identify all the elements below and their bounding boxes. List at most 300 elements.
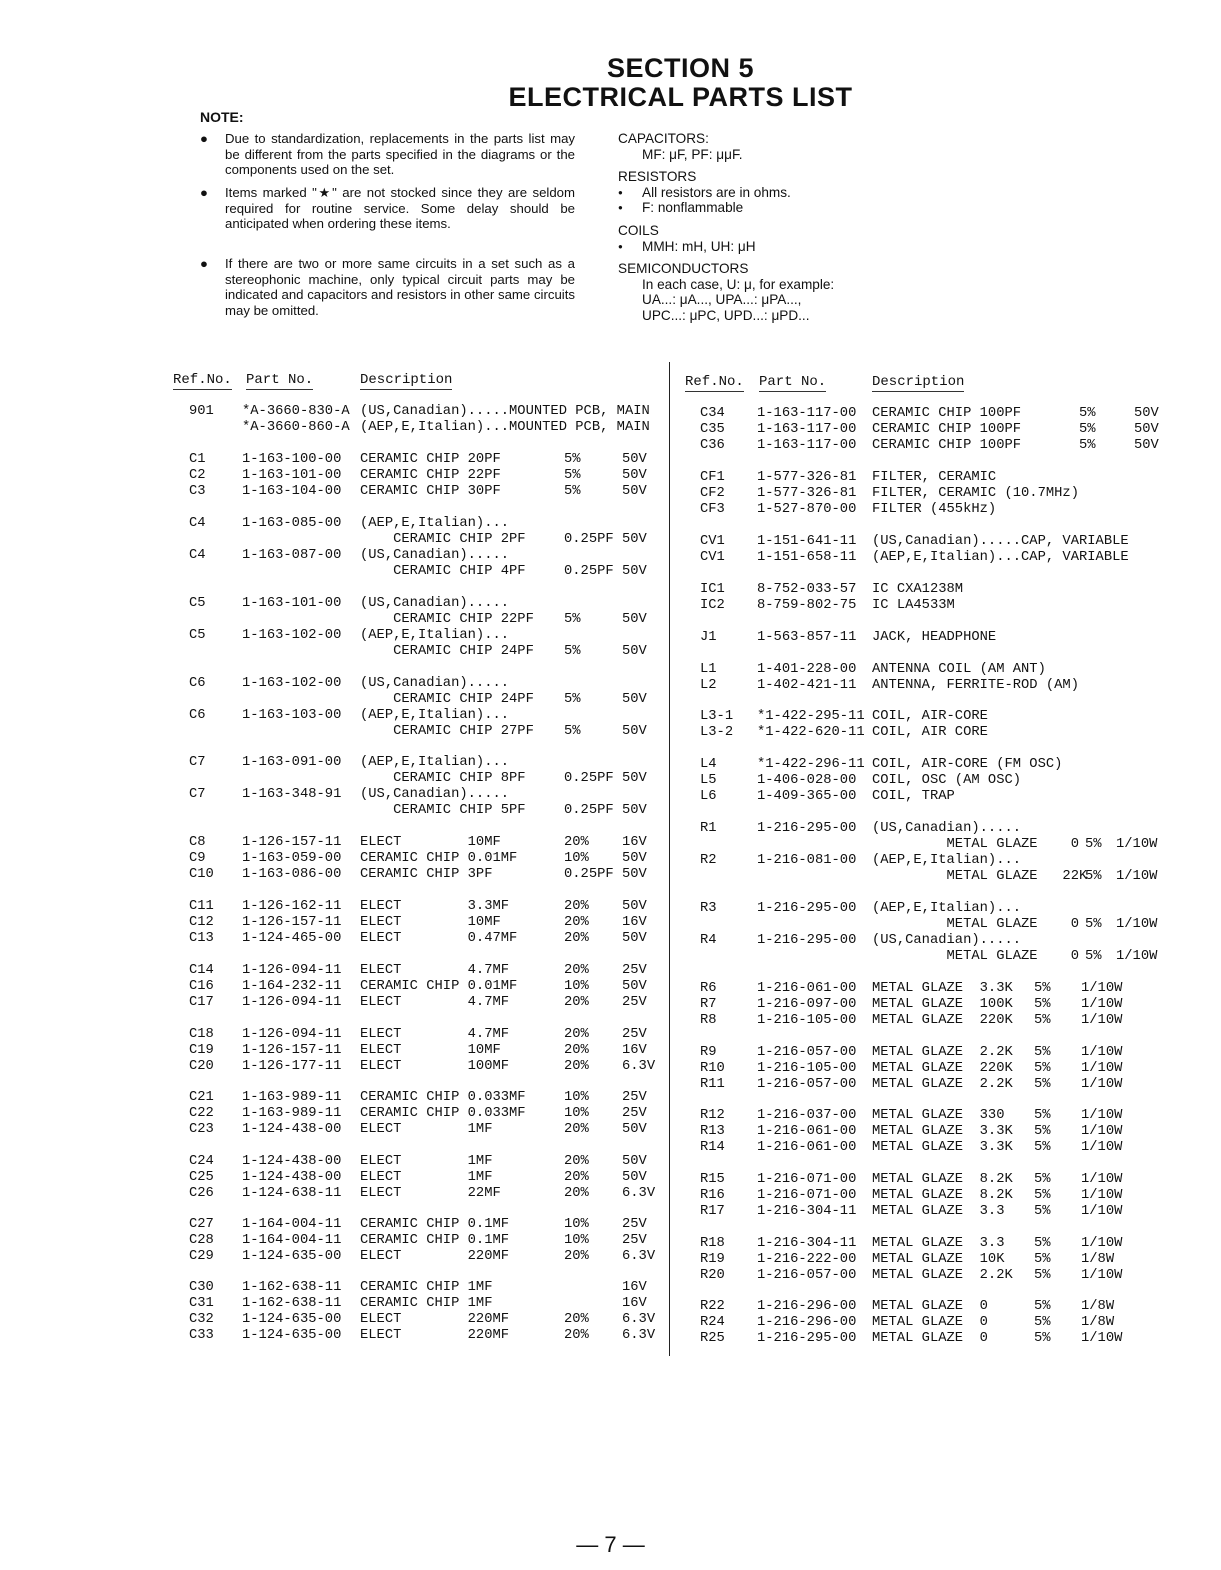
- part-no-cell: 1-216-081-00: [757, 853, 857, 868]
- ref-no-cell: C36: [700, 438, 725, 453]
- rating-cell: 6.3V: [622, 1249, 656, 1264]
- tolerance-cell: 5%: [564, 692, 581, 707]
- tolerance-cell: 20%: [564, 1027, 589, 1042]
- description-cell: ELECT 220MF: [360, 1249, 510, 1264]
- ref-no-cell: R15: [700, 1172, 725, 1187]
- legend-block: [618, 124, 834, 324]
- part-no-cell: 1-216-295-00: [757, 933, 857, 948]
- tolerance-cell: 10%: [564, 979, 589, 994]
- description-cell: (US,Canadian).....: [360, 676, 510, 691]
- rating-cell: 50V: [622, 1154, 647, 1169]
- description-cell: FILTER (455kHz): [872, 502, 997, 517]
- rating-cell: 50V: [622, 452, 647, 467]
- rating-cell: 50V: [622, 612, 647, 627]
- description-cell: FILTER, CERAMIC: [872, 470, 997, 485]
- ref-no-cell: R7: [700, 997, 717, 1012]
- part-no-cell: 1-163-087-00: [242, 548, 342, 563]
- part-no-cell: 1-162-638-11: [242, 1296, 342, 1311]
- rating-cell: 50V: [622, 851, 647, 866]
- description-cell: COIL, AIR-CORE: [872, 709, 988, 724]
- ref-no-cell: R9: [700, 1045, 717, 1060]
- tolerance-cell: 10%: [564, 1217, 589, 1232]
- bullet-dot-icon: ●: [200, 185, 208, 200]
- note-bullet: [200, 256, 575, 318]
- rating-cell: 25V: [622, 963, 647, 978]
- part-no-cell: 1-216-057-00: [757, 1268, 857, 1283]
- tolerance-cell: 5%: [1034, 981, 1051, 996]
- column-divider: [669, 362, 670, 1356]
- ref-no-cell: R17: [700, 1204, 725, 1219]
- ref-no-cell: C34: [700, 406, 725, 421]
- description-cell: METAL GLAZE 220K: [872, 1013, 1013, 1028]
- part-no-cell: 1-163-086-00: [242, 867, 342, 882]
- part-no-cell: 1-216-296-00: [757, 1299, 857, 1314]
- description-cell: (AEP,E,Italian)...: [872, 901, 1022, 916]
- part-no-cell: 1-401-228-00: [757, 662, 857, 677]
- part-no-cell: 1-163-348-91: [242, 787, 342, 802]
- ref-no-cell: R12: [700, 1108, 725, 1123]
- ref-no-cell: C17: [189, 995, 214, 1010]
- part-no-cell: 1-216-295-00: [757, 821, 857, 836]
- part-no-cell: 1-164-004-11: [242, 1217, 342, 1232]
- part-no-cell: 1-124-438-00: [242, 1154, 342, 1169]
- description-cell: METAL GLAZE 3.3: [872, 1236, 1005, 1251]
- semiconductors-line: UPC...: μPC, UPD...: μPD...: [642, 307, 810, 323]
- part-no-cell: 1-216-037-00: [757, 1108, 857, 1123]
- tolerance-cell: 5%: [1034, 1188, 1051, 1203]
- ref-no-cell: R8: [700, 1013, 717, 1028]
- part-no-cell: 1-162-638-11: [242, 1280, 342, 1295]
- rating-cell: 50V: [1134, 406, 1159, 421]
- ref-no-cell: C31: [189, 1296, 214, 1311]
- description-header: Description: [872, 374, 965, 390]
- rating-cell: 50V: [622, 979, 647, 994]
- part-no-cell: 1-124-438-00: [242, 1122, 342, 1137]
- note-text: Due to standardization, replacements in the parts list may be different from the parts specified in the diagrams or the components used on the set.: [225, 131, 575, 177]
- ref-no-cell: C25: [189, 1170, 214, 1185]
- part-no-cell: 1-124-638-11: [242, 1186, 342, 1201]
- part-no-cell: *1-422-296-11: [757, 757, 865, 772]
- description-cell: METAL GLAZE 2.2K: [872, 1077, 1013, 1092]
- description-cell: CERAMIC CHIP 3PF: [360, 867, 493, 882]
- tolerance-cell: 5%: [564, 724, 581, 739]
- description-cell: JACK, HEADPHONE: [872, 630, 997, 645]
- tolerance-cell: 5%: [1079, 438, 1096, 453]
- rating-cell: 1/10W: [1081, 1013, 1123, 1028]
- description-cell: METAL GLAZE 0: [872, 1315, 988, 1330]
- description-cell: METAL GLAZE 0: [872, 837, 1079, 852]
- ref-no-cell: C2: [189, 468, 206, 483]
- part-no-cell: 1-163-101-00: [242, 596, 342, 611]
- description-cell: CERAMIC CHIP 24PF: [360, 692, 534, 707]
- description-cell: ELECT 10MF: [360, 835, 501, 850]
- rating-cell: 1/10W: [1081, 1331, 1123, 1346]
- description-cell: CERAMIC CHIP 0.01MF: [360, 979, 518, 994]
- part-no-cell: 1-216-097-00: [757, 997, 857, 1012]
- ref-no-cell: C30: [189, 1280, 214, 1295]
- part-no-cell: 1-163-117-00: [757, 422, 857, 437]
- rating-cell: 1/10W: [1116, 917, 1158, 932]
- tolerance-cell: 20%: [564, 1312, 589, 1327]
- ref-no-cell: C8: [189, 835, 206, 850]
- part-no-cell: 1-216-061-00: [757, 981, 857, 996]
- rating-cell: 1/10W: [1081, 1268, 1123, 1283]
- rating-cell: 50V: [622, 931, 647, 946]
- description-cell: (AEP,E,Italian)...: [360, 516, 510, 531]
- page-title: ELECTRICAL PARTS LIST: [508, 82, 853, 112]
- rating-cell: 25V: [622, 1090, 647, 1105]
- rating-cell: 50V: [622, 899, 647, 914]
- rating-cell: 25V: [622, 1106, 647, 1121]
- description-cell: ELECT 10MF: [360, 1043, 501, 1058]
- ref-no-cell: C4: [189, 516, 206, 531]
- ref-no-cell: IC1: [700, 582, 725, 597]
- rating-cell: 1/10W: [1081, 1061, 1123, 1076]
- tolerance-cell: 5%: [1034, 1236, 1051, 1251]
- rating-cell: 1/10W: [1116, 869, 1158, 884]
- part-no-cell: 1-216-061-00: [757, 1124, 857, 1139]
- part-no-header: Part No.: [246, 372, 314, 388]
- rating-cell: 50V: [622, 532, 647, 547]
- ref-no-cell: CF3: [700, 502, 725, 517]
- rating-cell: 1/8W: [1081, 1315, 1115, 1330]
- page-number: — 7 —: [576, 1532, 645, 1557]
- note-label: NOTE:: [200, 109, 244, 125]
- description-cell: COIL, AIR-CORE (FM OSC): [872, 757, 1063, 772]
- ref-no-cell: C7: [189, 755, 206, 770]
- part-no-cell: 1-124-465-00: [242, 931, 342, 946]
- description-cell: ELECT 1MF: [360, 1154, 493, 1169]
- ref-no-cell: C21: [189, 1090, 214, 1105]
- tolerance-cell: 5%: [1034, 1077, 1051, 1092]
- part-no-cell: 1-216-105-00: [757, 1013, 857, 1028]
- part-no-cell: 1-216-057-00: [757, 1045, 857, 1060]
- rating-cell: 1/10W: [1081, 1108, 1123, 1123]
- coils-heading: COILS: [618, 222, 659, 238]
- description-cell: ELECT 4.7MF: [360, 963, 510, 978]
- tolerance-cell: 20%: [564, 899, 589, 914]
- rating-cell: 1/10W: [1081, 1204, 1123, 1219]
- ref-no-cell: C35: [700, 422, 725, 437]
- description-cell: METAL GLAZE 0: [872, 949, 1079, 964]
- ref-no-cell: C10: [189, 867, 214, 882]
- rating-cell: 1/10W: [1081, 1124, 1123, 1139]
- tolerance-cell: 5%: [1034, 1204, 1051, 1219]
- tolerance-cell: 5%: [1034, 1124, 1051, 1139]
- ref-no-cell: R20: [700, 1268, 725, 1283]
- ref-no-cell: R1: [700, 821, 717, 836]
- part-no-cell: 1-126-162-11: [242, 899, 342, 914]
- tolerance-cell: 5%: [1085, 837, 1102, 852]
- ref-no-cell: CV1: [700, 550, 725, 565]
- semiconductors-heading: SEMICONDUCTORS: [618, 261, 749, 277]
- description-cell: (AEP,E,Italian)...: [360, 628, 510, 643]
- description-cell: (AEP,E,Italian)...CAP, VARIABLE: [872, 550, 1129, 565]
- ref-no-cell: C1: [189, 452, 206, 467]
- rating-cell: 50V: [1134, 438, 1159, 453]
- part-no-header: Part No.: [759, 374, 827, 390]
- description-cell: COIL, OSC (AM OSC): [872, 773, 1022, 788]
- description-cell: CERAMIC CHIP 22PF: [360, 612, 534, 627]
- part-no-cell: 1-216-057-00: [757, 1077, 857, 1092]
- description-cell: ANTENNA COIL (AM ANT): [872, 662, 1046, 677]
- part-no-cell: 1-577-326-81: [757, 470, 857, 485]
- ref-no-cell: R3: [700, 901, 717, 916]
- rating-cell: 50V: [622, 803, 647, 818]
- tolerance-cell: 5%: [1079, 422, 1096, 437]
- ref-no-cell: C22: [189, 1106, 214, 1121]
- ref-no-cell: R4: [700, 933, 717, 948]
- note-text: If there are two or more same circuits in a set such as a stereophonic machine, only typical circuit parts may be indicated and capacitors and resistors in other same circuits may be omitted.: [225, 256, 575, 318]
- ref-no-cell: C5: [189, 596, 206, 611]
- tolerance-cell: 10%: [564, 1233, 589, 1248]
- ref-no-cell: R25: [700, 1331, 725, 1346]
- part-no-cell: 1-402-421-11: [757, 678, 857, 693]
- part-no-cell: *1-422-295-11: [757, 709, 865, 724]
- ref-no-cell: R22: [700, 1299, 725, 1314]
- ref-no-cell: C19: [189, 1043, 214, 1058]
- rating-cell: 50V: [622, 564, 647, 579]
- part-no-cell: 1-126-157-11: [242, 1043, 342, 1058]
- tolerance-cell: 5%: [1034, 1013, 1051, 1028]
- rating-cell: 1/8W: [1081, 1252, 1115, 1267]
- description-cell: CERAMIC CHIP 24PF: [360, 644, 534, 659]
- tolerance-cell: 5%: [564, 468, 581, 483]
- resistors-item: ● All resistors are in ohms.: [618, 185, 834, 201]
- description-cell: CERAMIC CHIP 0.1MF: [360, 1217, 510, 1232]
- ref-no-cell: C11: [189, 899, 214, 914]
- tolerance-cell: 0.25PF: [564, 564, 614, 579]
- ref-no-cell: R13: [700, 1124, 725, 1139]
- rating-cell: 25V: [622, 995, 647, 1010]
- part-no-cell: 1-163-085-00: [242, 516, 342, 531]
- part-no-cell: 1-216-061-00: [757, 1140, 857, 1155]
- rating-cell: 1/10W: [1081, 1172, 1123, 1187]
- part-no-cell: 1-163-103-00: [242, 708, 342, 723]
- tolerance-cell: 5%: [1034, 1061, 1051, 1076]
- ref-no-cell: L3-2: [700, 725, 734, 740]
- description-cell: ELECT 3.3MF: [360, 899, 510, 914]
- rating-cell: 1/10W: [1116, 837, 1158, 852]
- ref-no-cell: C18: [189, 1027, 214, 1042]
- description-cell: CERAMIC CHIP 4PF: [360, 564, 526, 579]
- ref-no-cell: C4: [189, 548, 206, 563]
- ref-no-cell: L4: [700, 757, 717, 772]
- tolerance-cell: 20%: [564, 1043, 589, 1058]
- ref-no-cell: C6: [189, 708, 206, 723]
- resistors-heading: RESISTORS: [618, 169, 697, 185]
- part-no-cell: *A-3660-830-A: [242, 404, 350, 419]
- ref-no-cell: C33: [189, 1328, 214, 1343]
- description-cell: ANTENNA, FERRITE-ROD (AM): [872, 678, 1079, 693]
- ref-no-cell: R6: [700, 981, 717, 996]
- part-no-cell: 1-163-102-00: [242, 676, 342, 691]
- ref-no-cell: C6: [189, 676, 206, 691]
- ref-no-cell: CF2: [700, 486, 725, 501]
- description-cell: METAL GLAZE 10K: [872, 1252, 1005, 1267]
- tolerance-cell: 5%: [1079, 406, 1096, 421]
- rating-cell: 1/10W: [1081, 1077, 1123, 1092]
- rating-cell: 16V: [622, 1296, 647, 1311]
- rating-cell: 16V: [622, 1043, 647, 1058]
- part-no-cell: 1-126-094-11: [242, 1027, 342, 1042]
- description-cell: METAL GLAZE 3.3: [872, 1204, 1005, 1219]
- rating-cell: 16V: [622, 1280, 647, 1295]
- tolerance-cell: 10%: [564, 851, 589, 866]
- tolerance-cell: 5%: [1034, 1045, 1051, 1060]
- description-cell: (US,Canadian).....: [872, 933, 1022, 948]
- ref-no-cell: R16: [700, 1188, 725, 1203]
- rating-cell: 50V: [622, 867, 647, 882]
- description-cell: CERAMIC CHIP 100PF: [872, 406, 1022, 421]
- part-no-cell: *A-3660-860-A: [242, 420, 350, 435]
- tolerance-cell: 5%: [1034, 1172, 1051, 1187]
- tolerance-cell: 20%: [564, 1122, 589, 1137]
- ref-no-header: Ref.No.: [173, 372, 232, 388]
- tolerance-cell: 5%: [1034, 997, 1051, 1012]
- rating-cell: 50V: [622, 468, 647, 483]
- description-cell: CERAMIC CHIP 8PF: [360, 771, 526, 786]
- description-cell: ELECT 0.47MF: [360, 931, 518, 946]
- tolerance-cell: 5%: [1034, 1252, 1051, 1267]
- part-no-cell: 1-406-028-00: [757, 773, 857, 788]
- resistors-item: ● F: nonflammable: [618, 200, 834, 216]
- ref-no-cell: 901: [189, 404, 214, 419]
- part-no-cell: 1-151-641-11: [757, 534, 857, 549]
- part-no-cell: 1-124-438-00: [242, 1170, 342, 1185]
- part-no-cell: 1-216-071-00: [757, 1188, 857, 1203]
- rating-cell: 50V: [1134, 422, 1159, 437]
- ref-no-cell: C28: [189, 1233, 214, 1248]
- ref-no-cell: C29: [189, 1249, 214, 1264]
- rating-cell: 6.3V: [622, 1312, 656, 1327]
- part-no-cell: 1-163-989-11: [242, 1106, 342, 1121]
- description-cell: CERAMIC CHIP 100PF: [872, 438, 1022, 453]
- part-no-cell: 1-216-071-00: [757, 1172, 857, 1187]
- tolerance-cell: 5%: [1085, 949, 1102, 964]
- tolerance-cell: 20%: [564, 1328, 589, 1343]
- part-no-cell: 1-216-304-11: [757, 1204, 857, 1219]
- description-header: Description: [360, 372, 453, 388]
- part-no-cell: 1-216-105-00: [757, 1061, 857, 1076]
- rating-cell: 25V: [622, 1027, 647, 1042]
- capacitors-text: MF: μF, PF: μμF.: [642, 146, 743, 162]
- section-title: SECTION 5: [606, 53, 755, 83]
- part-no-cell: 1-527-870-00: [757, 502, 857, 517]
- description-cell: CERAMIC CHIP 2PF: [360, 532, 526, 547]
- coils-item: ● MMH: mH, UH: μH: [618, 239, 834, 255]
- description-cell: CERAMIC CHIP 1MF: [360, 1280, 493, 1295]
- description-cell: (US,Canadian).....: [872, 821, 1022, 836]
- part-no-cell: 1-163-117-00: [757, 438, 857, 453]
- description-cell: COIL, AIR CORE: [872, 725, 988, 740]
- part-no-cell: *1-422-620-11: [757, 725, 865, 740]
- ref-no-cell: J1: [700, 630, 717, 645]
- part-no-cell: 1-126-177-11: [242, 1059, 342, 1074]
- description-cell: ELECT 1MF: [360, 1170, 493, 1185]
- ref-no-cell: C14: [189, 963, 214, 978]
- ref-no-cell: CF1: [700, 470, 725, 485]
- tolerance-cell: 20%: [564, 1186, 589, 1201]
- description-cell: METAL GLAZE 3.3K: [872, 981, 1013, 996]
- description-cell: METAL GLAZE 0: [872, 917, 1079, 932]
- ref-no-cell: CV1: [700, 534, 725, 549]
- description-cell: ELECT 220MF: [360, 1328, 510, 1343]
- part-no-cell: 1-126-094-11: [242, 963, 342, 978]
- part-no-cell: 1-216-295-00: [757, 1331, 857, 1346]
- tolerance-cell: 0.25PF: [564, 771, 614, 786]
- semiconductors-line: In each case, U: μ, for example:: [642, 276, 835, 292]
- ref-no-cell: R10: [700, 1061, 725, 1076]
- description-cell: METAL GLAZE 220K: [872, 1061, 1013, 1076]
- description-cell: METAL GLAZE 8.2K: [872, 1188, 1013, 1203]
- ref-no-cell: C20: [189, 1059, 214, 1074]
- description-cell: CERAMIC CHIP 100PF: [872, 422, 1022, 437]
- tolerance-cell: 20%: [564, 995, 589, 1010]
- tolerance-cell: 5%: [1085, 917, 1102, 932]
- description-cell: CERAMIC CHIP 0.033MF: [360, 1090, 526, 1105]
- description-cell: (US,Canadian).....: [360, 596, 510, 611]
- description-cell: CERAMIC CHIP 30PF: [360, 484, 501, 499]
- rating-cell: 1/10W: [1081, 997, 1123, 1012]
- rating-cell: 1/10W: [1081, 1188, 1123, 1203]
- part-no-cell: 1-126-157-11: [242, 915, 342, 930]
- rating-cell: 1/10W: [1081, 1140, 1123, 1155]
- tolerance-cell: 5%: [1034, 1108, 1051, 1123]
- tolerance-cell: 5%: [1085, 869, 1102, 884]
- rating-cell: 1/8W: [1081, 1299, 1115, 1314]
- part-no-cell: 1-163-102-00: [242, 628, 342, 643]
- description-cell: IC LA4533M: [872, 598, 955, 613]
- rating-cell: 6.3V: [622, 1186, 656, 1201]
- part-no-cell: 8-752-033-57: [757, 582, 857, 597]
- rating-cell: 25V: [622, 1217, 647, 1232]
- part-no-cell: 1-163-117-00: [757, 406, 857, 421]
- ref-no-cell: L3-1: [700, 709, 734, 724]
- description-cell: CERAMIC CHIP 27PF: [360, 724, 534, 739]
- description-cell: METAL GLAZE 8.2K: [872, 1172, 1013, 1187]
- capacitors-heading: CAPACITORS:: [618, 131, 709, 146]
- description-cell: (US,Canadian).....: [360, 548, 510, 563]
- tolerance-cell: 20%: [564, 915, 589, 930]
- part-no-cell: 1-164-232-11: [242, 979, 342, 994]
- description-cell: ELECT 4.7MF: [360, 1027, 510, 1042]
- rating-cell: 1/10W: [1081, 1236, 1123, 1251]
- description-cell: METAL GLAZE 0: [872, 1299, 988, 1314]
- part-no-cell: 1-163-091-00: [242, 755, 342, 770]
- ref-no-cell: C3: [189, 484, 206, 499]
- part-no-cell: 8-759-802-75: [757, 598, 857, 613]
- part-no-cell: 1-216-304-11: [757, 1236, 857, 1251]
- part-no-cell: 1-151-658-11: [757, 550, 857, 565]
- semiconductors-line: UA...: μA..., UPA...: μPA...,: [642, 292, 802, 308]
- ref-no-cell: R18: [700, 1236, 725, 1251]
- note-bullet: [200, 185, 575, 232]
- tolerance-cell: 10%: [564, 1090, 589, 1105]
- part-no-cell: 1-163-059-00: [242, 851, 342, 866]
- rating-cell: 50V: [622, 692, 647, 707]
- description-cell: METAL GLAZE 22K: [872, 869, 1088, 884]
- description-cell: CERAMIC CHIP 1MF: [360, 1296, 493, 1311]
- tolerance-cell: 10%: [564, 1106, 589, 1121]
- tolerance-cell: 0.25PF: [564, 532, 614, 547]
- part-no-cell: 1-124-635-00: [242, 1328, 342, 1343]
- description-cell: (AEP,E,Italian)...MOUNTED PCB, MAIN: [360, 420, 650, 435]
- ref-no-cell: R19: [700, 1252, 725, 1267]
- rating-cell: 6.3V: [622, 1328, 656, 1343]
- description-cell: CERAMIC CHIP 20PF: [360, 452, 501, 467]
- description-cell: (AEP,E,Italian)...: [360, 755, 510, 770]
